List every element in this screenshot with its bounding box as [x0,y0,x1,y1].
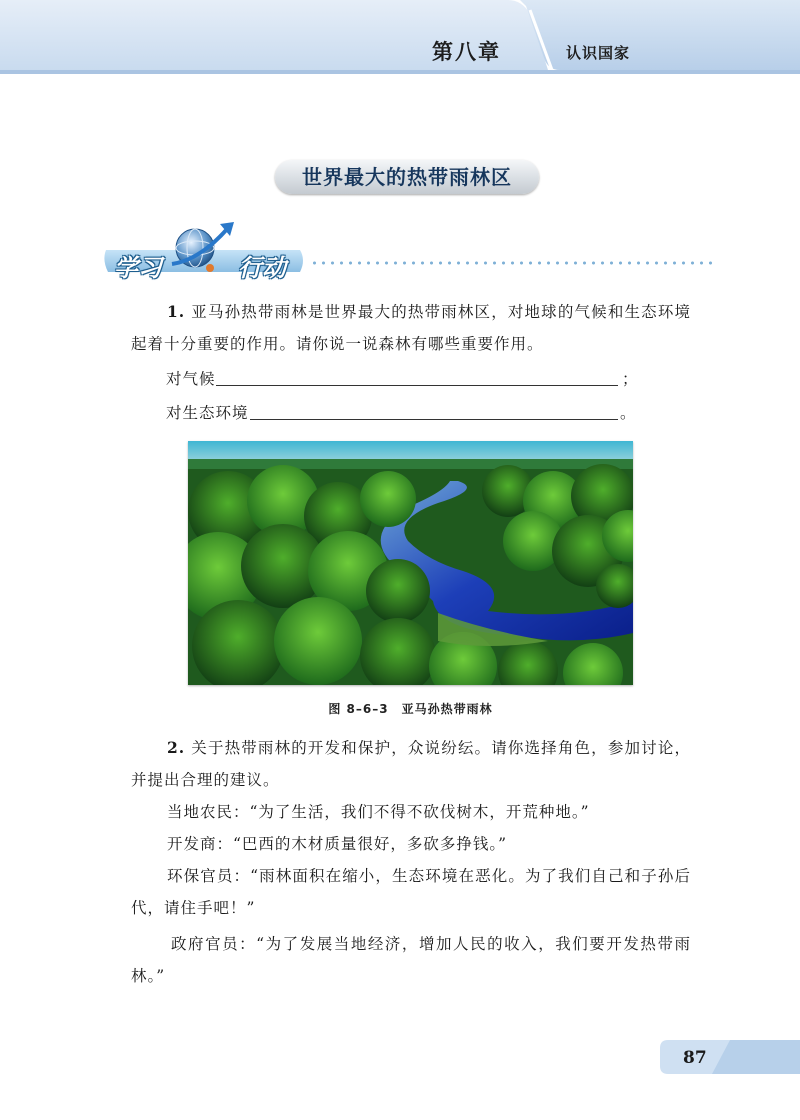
globe-arrow-icon [100,220,720,290]
page-header [0,0,800,78]
role-government-official: 政府官员：“为了发展当地经济，增加人民的收入，我们要开发热带雨林。” [131,935,691,985]
question-1 [131,296,691,360]
dotted-divider [310,261,715,265]
chapter-label: 第八章 [432,40,501,64]
page-tab-graphic [640,1040,800,1074]
page-number: 87 [683,1048,707,1068]
question-1-number: 1. [167,302,186,321]
rainforest-image [188,441,633,685]
question-1-text: 亚马孙热带雨林是世界最大的热带雨林区，对地球的气候和生态环境起着十分重要的作用。请你说一说森林有哪些重要作用。 [131,303,691,353]
blank-2-line[interactable] [250,419,618,420]
role-farmer: 当地农民：“为了生活，我们不得不砍伐树木，开荒种地。” [167,803,590,821]
role-environment-official: 环保官员：“雨林面积在缩小，生态环境在恶化。为了我们自己和子孙后代，请住手吧！” [131,867,691,917]
blank-1-line[interactable] [216,385,618,386]
study-word-act: 行动 [238,254,286,282]
study-word-learn: 学习 [114,254,162,282]
question-2 [131,732,691,796]
section-title: 世界最大的热带雨林区 [302,165,512,189]
blank-2-label: 对生态环境 [166,404,249,422]
figure-caption: 图 8–6–3 亚马孙热带雨林 [328,702,493,716]
page-number-tab [640,1040,800,1074]
role-developer: 开发商：“巴西的木材质量很好，多砍多挣钱。” [167,835,508,853]
section-title-pill [275,160,539,194]
chapter-title: 认识国家 [566,44,631,62]
blank-1-end: ； [622,370,639,388]
question-2-text: 关于热带雨林的开发和保护，众说纷纭。请你选择角色，参加讨论，并提出合理的建议。 [131,739,691,789]
blank-2-end: 。 [620,404,637,422]
rainforest-photo [188,441,633,685]
blank-1-label: 对气候 [166,370,216,388]
question-2-number: 2. [167,738,186,757]
study-action-banner [100,220,720,290]
header-band-graphic [0,0,800,78]
